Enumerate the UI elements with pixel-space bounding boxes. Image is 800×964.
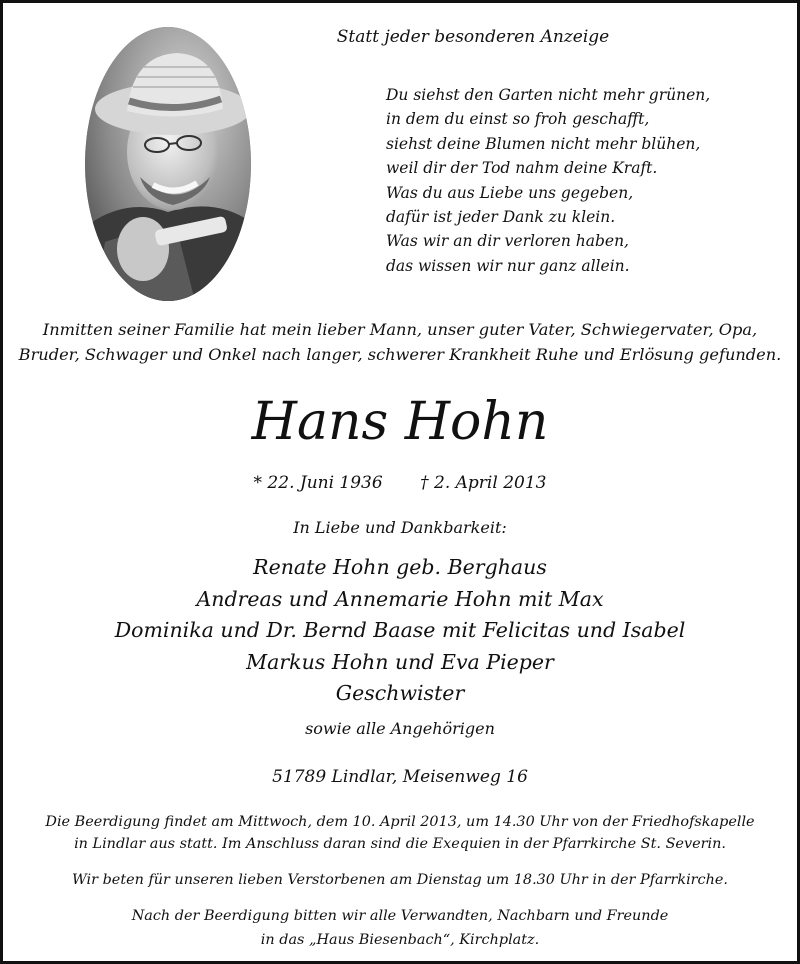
- poem-line: das wissen wir nur ganz allein.: [386, 256, 630, 275]
- family-list: [3, 552, 797, 710]
- relatives-line: sowie alle Angehörigen: [305, 719, 495, 738]
- gathering-line: in das „Haus Biesenbach“, Kirchplatz.: [260, 932, 540, 948]
- address: 51789 Lindlar, Meisenweg 16: [272, 767, 528, 787]
- poem-line: Du siehst den Garten nicht mehr grünen,: [386, 86, 711, 104]
- family-member: Renate Hohn geb. Berghaus: [253, 555, 547, 579]
- family-member: Geschwister: [335, 681, 465, 706]
- poem: [386, 83, 746, 278]
- header-line: Statt jeder besonderen Anzeige: [336, 27, 610, 47]
- birth-date: * 22. Juni 1936: [253, 473, 383, 493]
- death-date: † 2. April 2013: [420, 473, 547, 493]
- funeral-line: Die Beerdigung findet am Mittwoch, dem 10. April 2013, um 14.30 Uhr von der Friedhofskapelle: [45, 814, 755, 830]
- portrait-photo: [85, 27, 251, 301]
- gathering-info: [3, 904, 797, 952]
- funeral-info: [3, 811, 797, 855]
- intro-text: [3, 317, 797, 367]
- gratitude-line: In Liebe und Dankbarkeit:: [293, 518, 507, 537]
- poem-line: Was wir an dir verloren haben,: [386, 232, 629, 251]
- poem-line: weil dir der Tod nahm deine Kraft.: [386, 159, 658, 178]
- portrait-illustration: [85, 27, 251, 301]
- family-member: Dominika und Dr. Bernd Baase mit Felicitas und Isabel: [114, 618, 686, 643]
- deceased-name: Hans Hohn: [251, 392, 549, 452]
- prayer-info: Wir beten für unseren lieben Verstorbenen am Dienstag um 18.30 Uhr in der Pfarrkirche.: [72, 872, 728, 888]
- family-member: Andreas und Annemarie Hohn mit Max: [196, 586, 604, 611]
- funeral-line: in Lindlar aus statt. Im Anschluss daran sind die Exequien in der Pfarrkirche St. Severin.: [74, 836, 726, 852]
- family-member: Markus Hohn und Eva Pieper: [246, 649, 554, 674]
- poem-line: Was du aus Liebe uns gegeben,: [386, 183, 634, 202]
- gathering-line: Nach der Beerdigung bitten wir alle Verwandten, Nachbarn und Freunde: [131, 908, 669, 924]
- intro-line: Inmitten seiner Familie hat mein lieber Mann, unser guter Vater, Schwiegervater, Opa,: [42, 320, 758, 339]
- life-dates: [3, 473, 797, 493]
- intro-line: Bruder, Schwager und Onkel nach langer, schwerer Krankheit Ruhe und Erlösung gefunden.: [18, 345, 782, 364]
- poem-line: in dem du einst so froh geschafft,: [386, 110, 650, 129]
- poem-line: dafür ist jeder Dank zu klein.: [386, 208, 616, 227]
- poem-line: siehst deine Blumen nicht mehr blühen,: [386, 134, 701, 153]
